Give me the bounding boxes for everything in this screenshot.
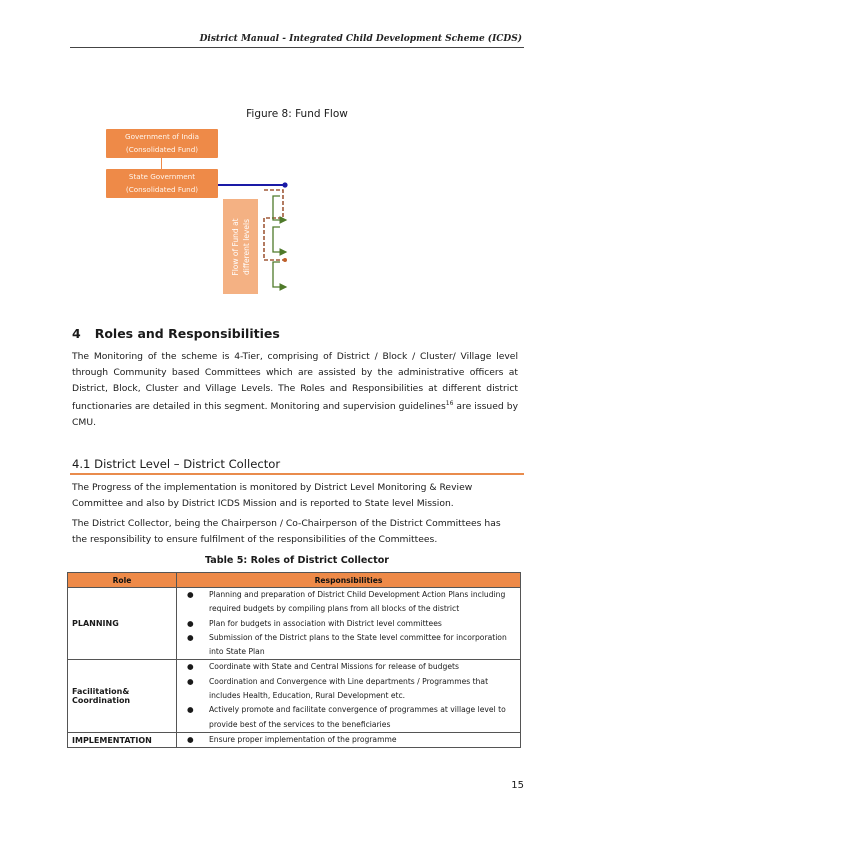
section-intro-paragraph bbox=[72, 349, 518, 431]
green-level-arrows bbox=[273, 196, 286, 287]
responsibilities-cell bbox=[177, 660, 521, 732]
responsibilities-cell bbox=[177, 732, 521, 747]
intro-text: The Monitoring of the scheme is 4-Tier, comprising of District / Block / Cluster/ Village level through Community based Committees which are assisted by the administrative officers at District, Block, Cluster and Village Levels. The Roles and Responsibilities at different district functionaries are detailed in this segment. Monitoring and supervision guidelines bbox=[72, 351, 518, 413]
section-number: 4 bbox=[72, 326, 81, 341]
role-cell: Facilitation& Coordination bbox=[68, 660, 177, 732]
header-role: Role bbox=[68, 573, 177, 588]
list-item: ● Coordination and Convergence with Line departments / Programmes that includes Health, Education, Rural Development etc. bbox=[187, 676, 489, 701]
responsibility-list bbox=[177, 660, 520, 731]
dashed-flow-path bbox=[264, 190, 287, 262]
subsection-paragraph-1: The Progress of the implementation is monitored by District Level Monitoring & Review Committee and also by District ICDS Mission and is reported to State level Mission. bbox=[72, 482, 473, 509]
section-title: Roles and Responsibilities bbox=[94, 326, 280, 341]
role-cell: PLANNING bbox=[68, 588, 177, 660]
header-responsibilities: Responsibilities bbox=[177, 573, 521, 588]
side-label-line2: different levels bbox=[241, 218, 251, 275]
responsibilities-cell bbox=[177, 588, 521, 660]
page-number: 15 bbox=[511, 780, 524, 791]
subsection-title: District Level – District Collector bbox=[94, 457, 281, 471]
responsibility-list bbox=[177, 588, 520, 659]
table-row bbox=[68, 660, 521, 732]
roles-table bbox=[67, 572, 521, 748]
subsection-paragraph-2: The District Collector, being the Chairperson / Co-Chairperson of the District Committees has the responsibility to ensure fulfilment of the responsibilities of the Committees. bbox=[72, 518, 501, 545]
running-header: District Manual - Integrated Child Development Scheme (ICDS) bbox=[199, 34, 522, 44]
footnote-ref: 16 bbox=[445, 400, 454, 408]
box1-line1: Government of India bbox=[125, 132, 199, 141]
table-row bbox=[68, 588, 521, 660]
table-header-row bbox=[68, 573, 521, 588]
list-item: ● Coordinate with State and Central Missions for release of budgets bbox=[187, 662, 459, 672]
side-label-line1: Flow of Fund at bbox=[230, 217, 240, 276]
box1-line2: (Consolidated Fund) bbox=[125, 145, 199, 154]
subsection-number: 4.1 bbox=[72, 457, 91, 471]
list-item: ● Plan for budgets in association with District level committees bbox=[187, 618, 442, 628]
table-row bbox=[68, 732, 521, 747]
figure-caption: Figure 8: Fund Flow bbox=[246, 108, 348, 120]
subsection-heading bbox=[72, 457, 280, 471]
box2-line2: (Consolidated Fund) bbox=[125, 185, 199, 194]
list-item: ● Ensure proper implementation of the programme bbox=[187, 734, 397, 744]
table-caption: Table 5: Roles of District Collector bbox=[204, 555, 390, 566]
responsibility-list bbox=[177, 733, 520, 747]
list-item: ● Planning and preparation of District Child Development Action Plans including required budgets by compiling plans from all blocks of the district bbox=[187, 590, 506, 614]
list-item: ● Submission of the District plans to the State level committee for incorporation into State Plan bbox=[187, 632, 507, 657]
section-heading bbox=[72, 326, 280, 341]
list-item: ● Actively promote and facilitate convergence of programmes at village level to provide best of the services to the beneficiaries bbox=[187, 705, 506, 729]
box2-line1: State Government bbox=[128, 172, 196, 181]
role-cell: IMPLEMENTATION bbox=[68, 732, 177, 747]
main-flow-arrow bbox=[218, 182, 288, 187]
subsection-rule bbox=[70, 473, 524, 475]
intro-text-end: are issued by CMU. bbox=[72, 401, 519, 429]
